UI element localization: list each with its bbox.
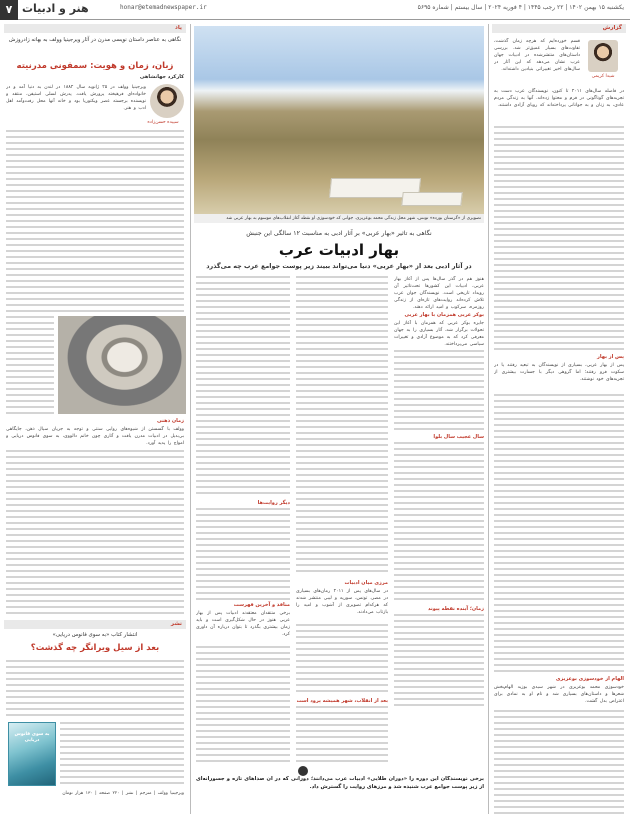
- main-subhead-2: سال عجیب سال بلوا: [433, 434, 484, 440]
- right-lines: [494, 126, 624, 352]
- main-subhead-3: دیگر روایت‌ها: [257, 500, 290, 506]
- book-cover-title: به سوی فانوس دریایی: [14, 732, 50, 743]
- left-band: [4, 24, 186, 33]
- left-body-lines: [6, 130, 184, 312]
- main-col3-lines: [196, 276, 290, 498]
- photo-caption: تصویری از «گرستان بورده» تونس، شهر محل زندگی محمد بوعزیزی. جوانی که خودسوزی او نقطه آغاز انقلاب‌های موسوم به بهار عربی شد: [194, 214, 484, 223]
- main-subhead-5: مرزی میان ادبیات: [344, 580, 388, 586]
- book-band-label: نشر: [170, 621, 182, 627]
- right-body-2: پس از بهار عربی، بسیاری از نویسندگان به تبعید رفتند یا در سکوت فرو رفتند؛ اما گروهی دیگر با جسارت بیشتری از تجربه‌های خود نوشتند.: [494, 363, 624, 382]
- page-number: ۷: [0, 0, 18, 20]
- main-col1-lines-2: [394, 442, 484, 604]
- right-body: در فاصله سال‌های ۲۰۱۱ تا کنون، نویسندگان عرب دست به تجربه‌های گوناگونی در فرم و محتوا زده‌اند. آنها به زندگی مردم عادی، به زنان و به جوانانی پرداخته‌اند که رویای آزادی داشتند.: [494, 89, 624, 108]
- woolf-portrait: [58, 316, 186, 414]
- right-band: [492, 24, 626, 33]
- right-lines-2: [494, 394, 624, 674]
- right-lines-3: [494, 710, 624, 814]
- left-subhead: زمان ذهنی: [157, 418, 184, 424]
- photo-grave-2: [401, 192, 462, 206]
- left-body-intro: ویرجینیا وولف در ۲۵ ژانویه سال ۱۸۸۲ در لندن به دنیا آمد و در خانواده‌ای فرهیخته پرورش یافت. پدرش لسلی استیفن، منتقد و نویسنده برجسته عصر ویکتوریا بود و خانه آنها محل رفت‌وآمد اهل ادب و هنر.: [6, 85, 146, 111]
- right-subhead-1: پس از بهار: [597, 354, 624, 360]
- left-band-label: یاد: [175, 25, 182, 31]
- main-footer-note: برخی نویسندگان این دوره را «دوران طلایی» ادبیات عرب می‌دانند؛ دورانی که در آن صداهای تازه و جسورانه‌ای از زیر پوست جوامع عرب شنیده شد و مرزهای روایت را گسترش داد.: [196, 776, 484, 790]
- author-name: سپیده حسن‌زاده: [147, 120, 179, 125]
- author-photo: [150, 84, 184, 118]
- main-subhead-6: زمان؛ آینده نقطه پیوند: [427, 606, 484, 612]
- left-kicker: نگاهی به عناصر داستان نویسی مدرن در آثار ویرجینیا وولف به بهانه زادروزش: [8, 37, 182, 43]
- left-body-continued: وولف با گسستن از شیوه‌های روایی سنتی و توجه به جریان سیال ذهن، جایگاهی بی‌بدیل در ادبیات مدرن یافت و آثاری چون خانم دالووی، به سوی فانوس دریایی و امواج را پدید آورد.: [6, 427, 184, 446]
- main-subheadline: در آثار ادبی بعد از «بهار عربی» دنیا می‌تواند ببیند زیر پوست جوامع عرب چه می‌گذرد: [206, 262, 472, 270]
- section-title: هنر و ادبیات: [22, 2, 89, 15]
- main-body-1: هنوز هم در گذر سال‌ها پس از آغاز بهار عربی، ادبیات این کشورها تحت‌تاثیر آن رویداد تاریخی است. نویسندگان جوان عرب تلاش کرده‌اند روایت‌های تازه‌ای از زندگی روزمره، سرکوب و امید ارائه دهند.: [394, 277, 484, 310]
- right-lead: قسم خورده‌ایم که هرچه زمان گذشت، تفاوت‌های بسیار عمیق‌تر شد. بررسی داستان‌های منتشرشده در ادبیات جهان عرب نشان می‌دهد که این آثار در سال‌های اخیر تغییراتی بنیادین داشته‌اند.: [494, 39, 580, 72]
- main-subhead-4: منافذ و آخرین فهرست: [233, 602, 290, 608]
- book-body-lines: [6, 660, 184, 718]
- right-author-photo: [588, 40, 618, 72]
- right-author-name: شیدا کریمی: [591, 74, 615, 79]
- main-col1-lines-3: [394, 614, 484, 710]
- column-divider-right: [488, 24, 489, 814]
- column-divider: [190, 24, 191, 814]
- section-email: honar@etemadnewspaper.ir: [120, 4, 207, 11]
- main-subhead-7: بعد از انقلاب، شهر همیشه پرود است: [296, 698, 388, 704]
- book-band: [4, 620, 186, 629]
- left-byline: کارکرد جهانشاهی: [139, 74, 184, 80]
- right-body-3: خودسوزی محمد بوعزیزی در شهر سیدی بوزید الهام‌بخش شعرها و داستان‌های بسیاری شد و نام او به نمادی برای اعتراض بدل گشت.: [494, 685, 624, 704]
- main-col3-lines-2: [196, 508, 290, 600]
- main-col2-lines-3: [296, 706, 388, 764]
- main-col1-lines: [394, 350, 484, 432]
- main-col2-lines-2: [296, 624, 388, 696]
- book-body-lines-2: [60, 722, 184, 788]
- main-subhead-1: بوکر عربی همزمان با بهار عربی: [404, 312, 484, 318]
- book-kicker: انتشار کتاب «به سوی فانوس دریایی»: [52, 632, 138, 638]
- book-meta: ویرجینیا وولف | مترجم | نشر | ۲۲۰ صفحه | ۱۳۰ هزار تومان: [62, 791, 184, 796]
- main-col3-lines-3: [196, 646, 290, 764]
- bullet-dot: [298, 766, 308, 776]
- left-body-lines-2: [6, 316, 54, 414]
- right-band-label: گزارش: [602, 25, 622, 31]
- main-body-2: جایزه بوکر عربی که همزمان با آغاز این تحولات برگزار شد، آثار بسیاری را به جهان معرفی کرد که به موضوع آزادی و تغییرات سیاسی می‌پرداختند.: [394, 321, 484, 347]
- main-headline: بهار ادبیات عرب: [278, 241, 400, 259]
- left-headline: زبان، زمان و هویت: سمفونی مدرنیته: [16, 61, 174, 71]
- main-kicker: نگاهی به تاثیر «بهار عربی» بر آثار ادبی به مناسبت ۱۲ سالگی این جنبش: [246, 230, 432, 237]
- right-subhead-2: الهام از خودسوزی بوعزیزی: [555, 676, 624, 682]
- left-body-lines-3: [6, 450, 184, 616]
- issue-date: یکشنبه ۱۵ بهمن ۱۴۰۲ | ۲۲ رجب ۱۴۴۵ | ۴ فوریه ۲۰۲۴ | سال بیستم | شماره ۵۶۹۵: [417, 4, 624, 11]
- main-body-3: در سال‌های پس از ۲۰۱۱ رمان‌های بسیاری در مصر، تونس، سوریه و لیبی منتشر شدند که هرکدام تصویری از آشوب و امید را بازتاب می‌دادند.: [296, 589, 388, 615]
- main-col2-lines: [296, 276, 388, 576]
- book-headline: بعد از سیل ویرانگر چه گذشت؟: [30, 643, 160, 653]
- main-body-4: برخی منتقدان معتقدند ادبیات پس از بهار عربی هنوز در حال شکل‌گیری است و باید زمان بیشتری بگذرد تا بتوان درباره آن داوری کرد.: [196, 611, 290, 637]
